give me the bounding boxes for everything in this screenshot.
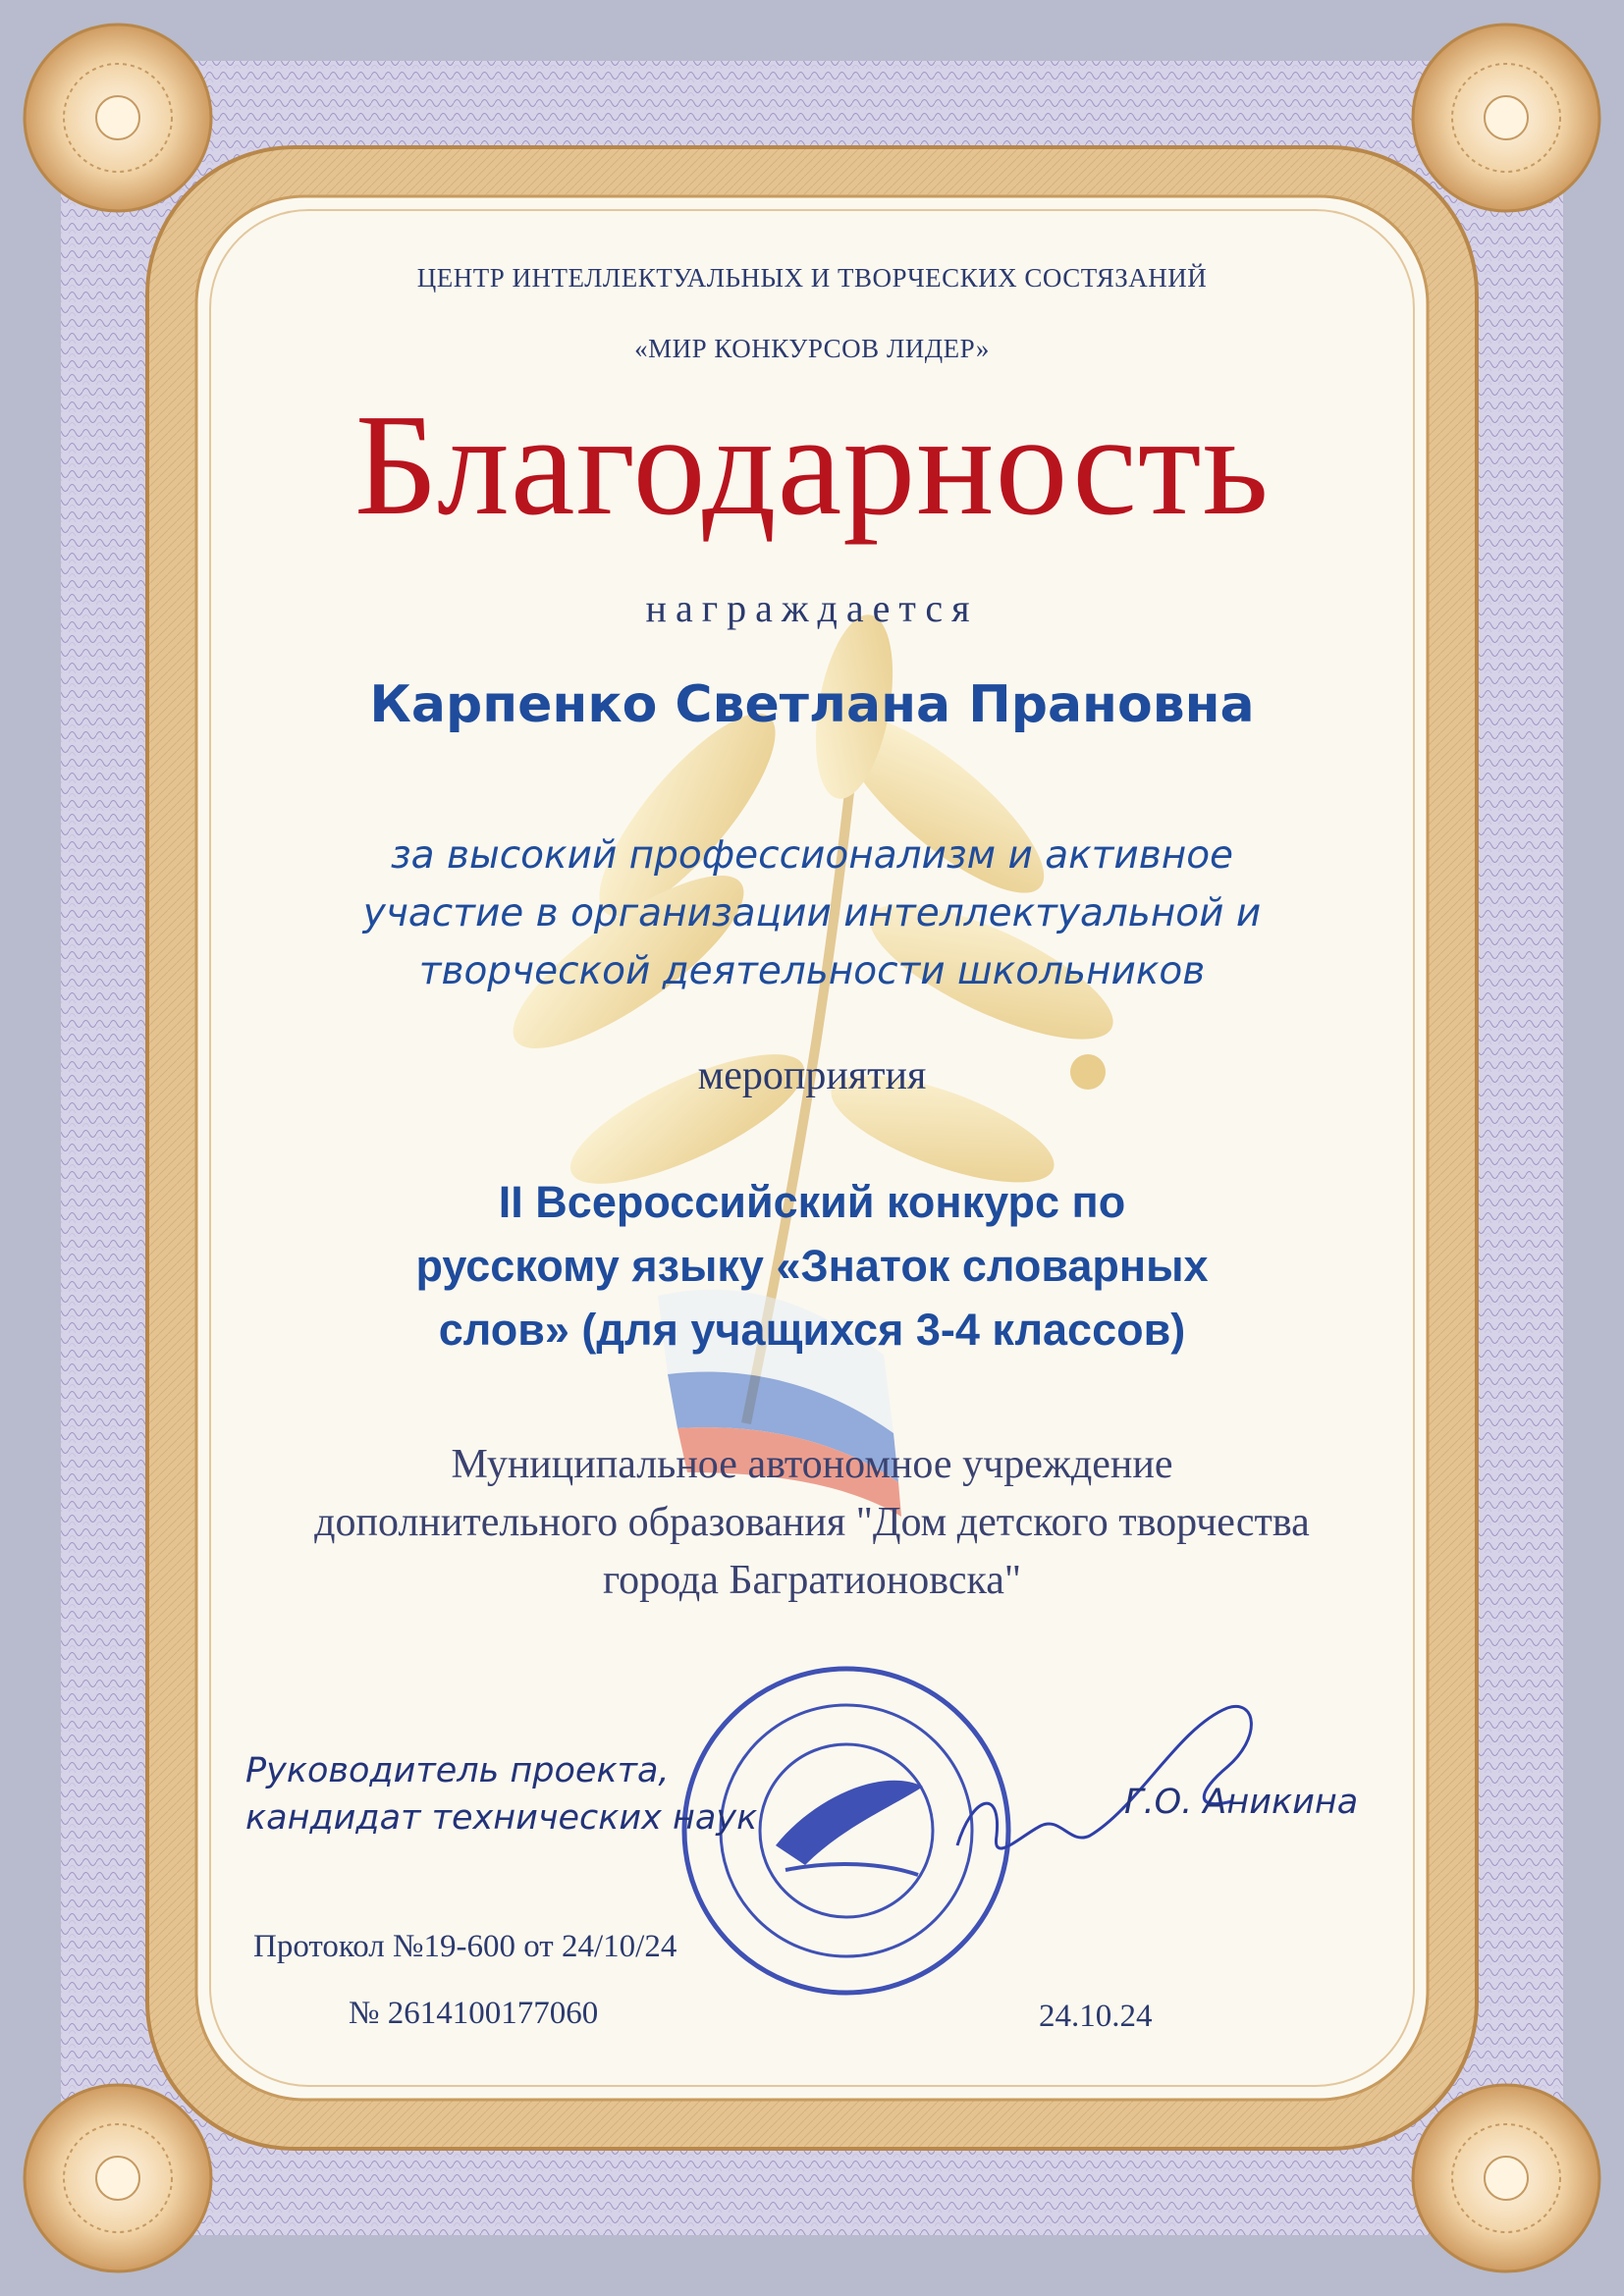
signatory-role-line: Руководитель проекта, [245,1751,670,1790]
institution-line: дополнительного образования "Дом детского творчества [314,1500,1310,1545]
event-name [0,1170,1624,1362]
certificate-number: № 2614100177060 [349,1996,599,2031]
corner-rosette-icon [1413,2085,1599,2271]
event-name-line: русскому языку «Знаток словарных [415,1241,1209,1291]
award-reason [0,827,1624,1000]
recipient-name: Карпенко Светлана Прановна [369,675,1255,734]
award-reason-line: творческой деятельности школьников [418,949,1206,993]
signatory-role-line: кандидат технических наук [245,1798,758,1838]
institution-line: города Багратионовска" [602,1558,1022,1603]
awarded-label: награждается [645,586,979,630]
protocol-number: Протокол №19-600 от 24/10/24 [253,1929,677,1964]
corner-rosette-icon [1413,25,1599,211]
event-label: мероприятия [697,1053,927,1098]
award-reason-line: участие в организации интеллектуальной и [362,891,1262,935]
institution-name [0,1436,1624,1610]
signatory-name: Г.О. Аникина [1124,1783,1359,1822]
corner-rosette-icon [25,2085,211,2271]
organization-name: ЦЕНТР ИНТЕЛЛЕКТУАЛЬНЫХ И ТВОРЧЕСКИХ СОСТЯЗАНИЙ [416,263,1208,293]
institution-line: Муниципальное автономное учреждение [451,1442,1173,1487]
issue-date: 24.10.24 [1039,1999,1153,2034]
event-name-line: II Всероссийский конкурс по [498,1177,1126,1227]
corner-rosette-icon [25,25,211,211]
document-title: Благодарность [353,385,1271,546]
award-reason-line: за высокий профессионализм и активное [390,833,1234,878]
organization-brand: «МИР КОНКУРСОВ ЛИДЕР» [634,334,990,363]
event-name-line: слов» (для учащихся 3-4 классов) [438,1305,1186,1355]
signatory-role [245,1747,757,1842]
